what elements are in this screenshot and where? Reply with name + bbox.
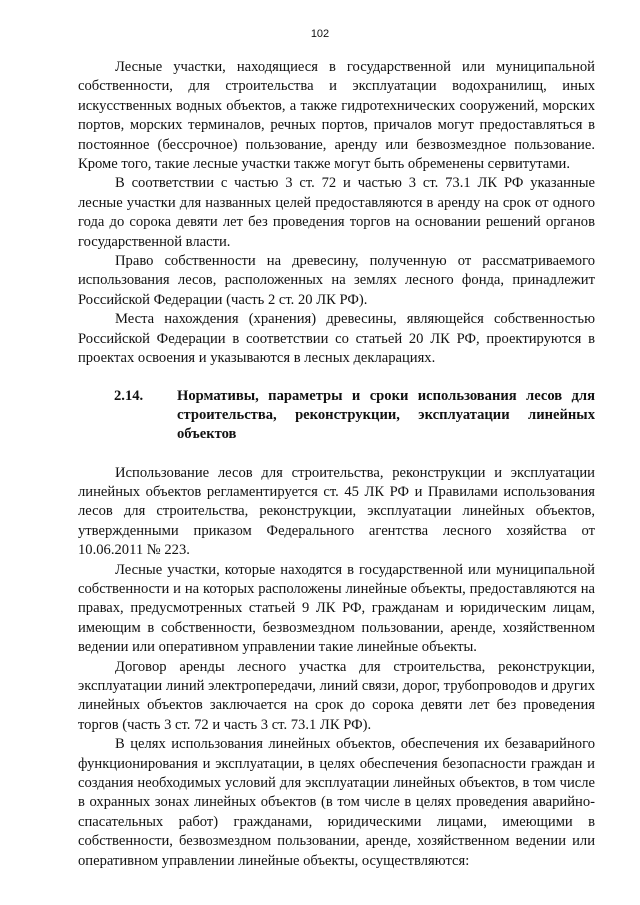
paragraph: Право собственности на древесину, полученную от рассматриваемого использования лесов, расположенных на землях лесного фонда, принадлежит Российской Федерации (часть 2 ст. 20 ЛК РФ). xyxy=(78,253,595,308)
paragraph: Лесные участки, находящиеся в государственной или муниципальной собственности, для строительства и эксплуатации водохранилищ, иных искусственных водных объектов, а также гидротехнических сооружений, морских портов, морских терминалов, речных портов, причалов могут предоставляться в постоянное (бессрочное) пользование, аренду или безвозмездное пользование. Кроме того, такие лесные участки также могут быть обременены сервитутами. xyxy=(78,59,595,173)
section-number: 2.14. xyxy=(114,387,144,404)
paragraph: В соответствии с частью 3 ст. 72 и частью 3 ст. 73.1 ЛК РФ указанные лесные участки для названных целей предоставляются в аренду на срок от одного года до сорока девяти лет без проведения торгов на основании решений органов государственной власти. xyxy=(78,175,595,250)
paragraph: Лесные участки, которые находятся в государственной или муниципальной собственности и на которых расположены линейные объекты, предоставляются на правах, предусмотренных статьей 9 ЛК РФ, гражданам и юридическим лицам, имеющим в собственности, безвозмездном пользовании, аренде, хозяйственном ведении или оперативном управлении такие линейные объекты. xyxy=(78,561,595,656)
page-number: 102 xyxy=(310,28,330,40)
section-title: Нормативы, параметры и сроки использования лесов для строительства, реконструкции, эксплуатации линейных объектов xyxy=(177,387,595,442)
paragraph: Договор аренды лесного участка для строительства, реконструкции, эксплуатации линий электропередачи, линий связи, дорог, трубопроводов и других линейных объектов заключается на срок до сорока девяти лет без проведения торгов (часть 3 ст. 72 и часть 3 ст. 73.1 ЛК РФ). xyxy=(78,658,595,733)
paragraph: Использование лесов для строительства, реконструкции и эксплуатации линейных объектов регламентируется ст. 45 ЛК РФ и Правилами использования лесов для строительства, реконструкции, эксплуатации линейных объектов, утвержденными приказом Федерального агентства лесного хозяйства от 10.06.2011 № 223. xyxy=(78,464,595,559)
paragraph: В целях использования линейных объектов, обеспечения их безаварийного функционирования и эксплуатации, в целях обеспечения безопасности граждан и создания необходимых условий для эксплуатации линейных объектов, в том числе в охранных зонах линейных объектов (в том числе в целях проведения аварийно-спасательных работ) гражданами, юридическими лицами, имеющими в собственности, безвозмездном пользовании, аренде, хозяйственном ведении или оперативном управлении линейные объекты, осуществляются: xyxy=(78,736,595,869)
document-body xyxy=(78,58,595,871)
paragraph: Места нахождения (хранения) древесины, являющейся собственностью Российской Федерации в соответствии со статьей 20 ЛК РФ, проектируются в проектах освоения и указываются в лесных декларациях. xyxy=(78,311,595,367)
section-heading xyxy=(78,387,595,444)
